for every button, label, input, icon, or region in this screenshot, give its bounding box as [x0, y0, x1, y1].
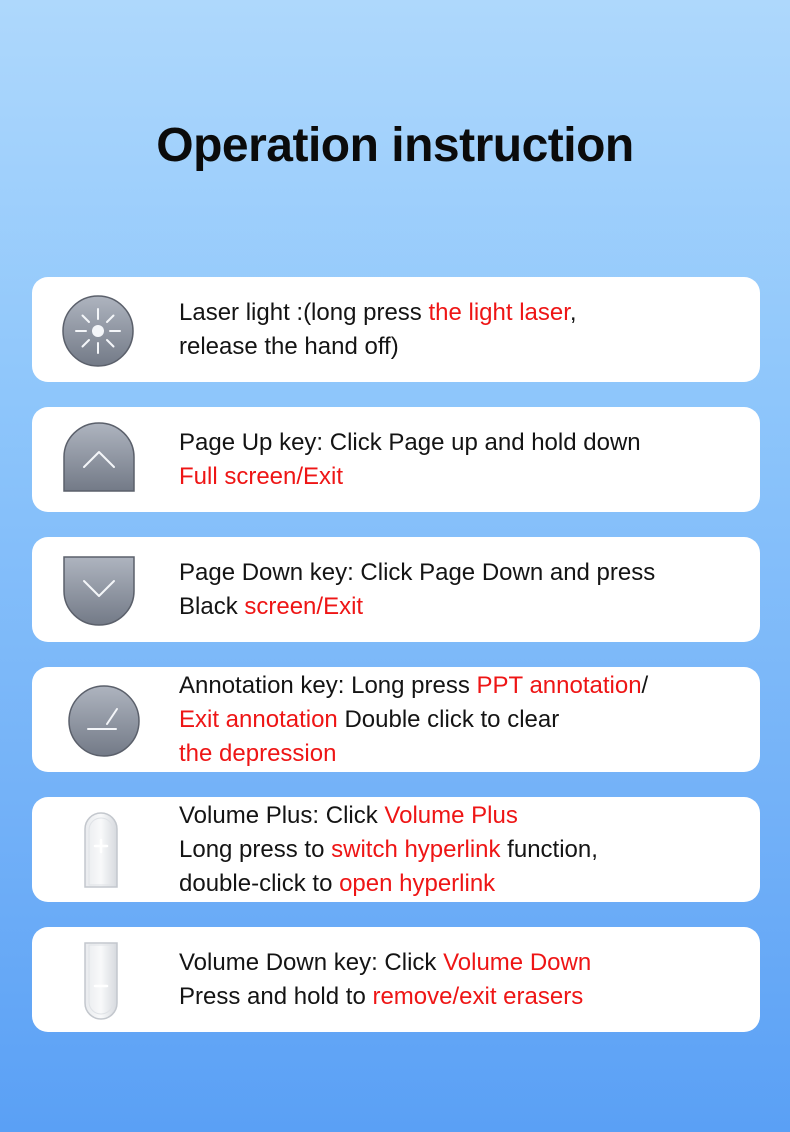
- instruction-card-volume-plus: [32, 797, 760, 902]
- instruction-card-annotation: [32, 667, 760, 772]
- highlight-text: open hyperlink: [339, 869, 496, 897]
- annotation-pen-icon: [67, 684, 141, 758]
- instruction-text: [179, 799, 740, 901]
- laser-sun-icon: [61, 294, 135, 368]
- highlight-text: screen/Exit: [244, 592, 364, 620]
- volume-minus-icon: [83, 941, 119, 1021]
- instruction-text-segment: double-click to: [179, 869, 340, 897]
- instruction-text-segment: Annotation key: Long press: [179, 671, 477, 699]
- instruction-text-segment: /: [641, 671, 649, 699]
- highlight-text: PPT annotation: [476, 671, 642, 699]
- highlight-text: Volume Plus: [384, 801, 518, 829]
- instruction-card-page-down: [32, 537, 760, 642]
- instruction-text-segment: Volume Down key: Click: [179, 948, 444, 976]
- instruction-text: [179, 426, 740, 494]
- volume-plus-icon: [83, 811, 119, 889]
- highlight-text: the light laser: [428, 298, 570, 326]
- instruction-text: [179, 946, 740, 1014]
- instruction-text: [179, 556, 740, 624]
- instruction-text-segment: Page Down key: Click Page Down and press: [179, 558, 656, 586]
- instruction-card-volume-down: [32, 927, 760, 1032]
- page-title: Operation instruction: [156, 119, 634, 172]
- page-up-chevron-icon: [62, 421, 136, 493]
- instruction-text-segment: Long press to: [179, 835, 332, 863]
- instruction-card-laser: [32, 277, 760, 382]
- instruction-text-segment: Page Up key: Click Page up and hold down: [179, 428, 641, 456]
- instruction-text-segment: release the hand off): [179, 332, 399, 360]
- instruction-card-page-up: [32, 407, 760, 512]
- instruction-text-segment: Volume Plus: Click: [179, 801, 385, 829]
- highlight-text: Volume Down: [443, 948, 592, 976]
- instruction-text-segment: Black: [179, 592, 245, 620]
- highlight-text: remove/exit erasers: [372, 982, 584, 1010]
- instruction-text-segment: Press and hold to: [179, 982, 373, 1010]
- page-down-chevron-icon: [62, 555, 136, 627]
- instruction-text-segment: Double click to clear: [337, 705, 560, 733]
- instruction-text-segment: ,: [569, 298, 577, 326]
- highlight-text: Exit annotation: [179, 705, 338, 733]
- instruction-text: [179, 296, 740, 364]
- highlight-text: switch hyperlink: [331, 835, 501, 863]
- instruction-text: [179, 669, 740, 771]
- highlight-text: Full screen/Exit: [179, 462, 344, 490]
- highlight-text: the depression: [179, 739, 337, 767]
- instruction-text-segment: Laser light :(long press: [179, 298, 429, 326]
- instruction-text-segment: function,: [500, 835, 598, 863]
